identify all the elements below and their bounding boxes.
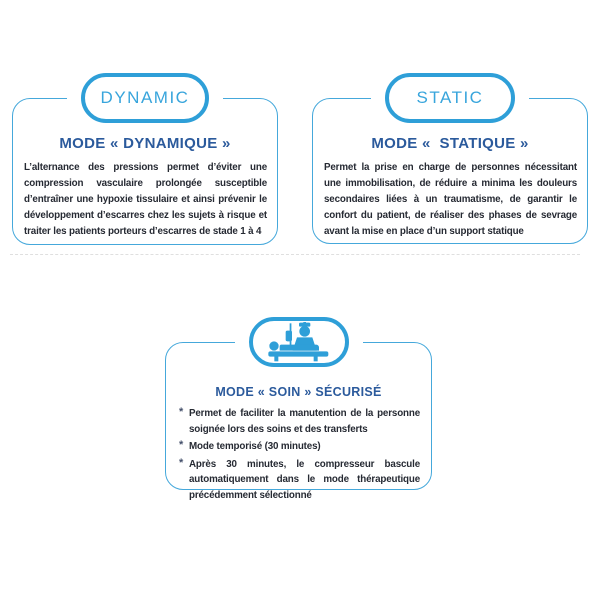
- badge-static: [371, 73, 529, 123]
- bullet-text-2: Mode temporisé (30 minutes): [189, 441, 321, 452]
- badge-pill-static: [385, 73, 515, 123]
- card-dynamic-mode: [12, 88, 278, 245]
- card-bullets-soin: [179, 406, 420, 503]
- badge-pill-soin: [249, 317, 349, 367]
- card-static-mode: [312, 88, 588, 244]
- caregiver-patient-bed-icon: [263, 322, 335, 362]
- bullet-marker: *: [179, 406, 184, 418]
- badge-label-dynamic: DYNAMIC: [100, 88, 190, 107]
- card-title-soin: MODE « SOIN » SÉCURISÉ: [215, 385, 382, 399]
- bullet-text-1: Permet de faciliter la manutention de la personne soignée lors des soins et des transferts: [189, 408, 420, 435]
- bullet-text-3: Après 30 minutes, le compresseur bascule automatiquement dans le mode thérapeutique précédemment sélectionné: [189, 458, 420, 501]
- badge-dynamic: [67, 73, 223, 123]
- bullet-marker: *: [179, 439, 184, 451]
- bullet-marker: *: [179, 456, 184, 469]
- card-body-static: Permet la prise en charge de personnes nécessitant une immobilisation, de réduire a minima les douleurs secondaires liées à un traumatisme, de garantir le confort du patient, de réaliser des phases de sevrage avant la mise en place d’un support statique: [324, 162, 577, 237]
- list-item: [179, 406, 420, 437]
- list-item: [179, 439, 420, 455]
- badge-soin: [235, 317, 363, 367]
- list-item: [179, 457, 420, 504]
- badge-pill-dynamic: [81, 73, 209, 123]
- card-title-dynamic: MODE « DYNAMIQUE »: [59, 135, 231, 152]
- card-soin-securise-mode: [165, 342, 432, 501]
- card-body-dynamic: L’alternance des pressions permet d’éviter une compression vasculaire prolongée susceptible d’entraîner une hypoxie tissulaire et ainsi prévenir le développement d’escarres chez les sujets à risque et traiter les patients porteurs d’escarres de stade 1 à 4: [24, 162, 267, 237]
- card-title-static: MODE « STATIQUE »: [371, 135, 529, 152]
- badge-label-static: STATIC: [416, 88, 484, 107]
- page-fold-divider: [10, 254, 580, 255]
